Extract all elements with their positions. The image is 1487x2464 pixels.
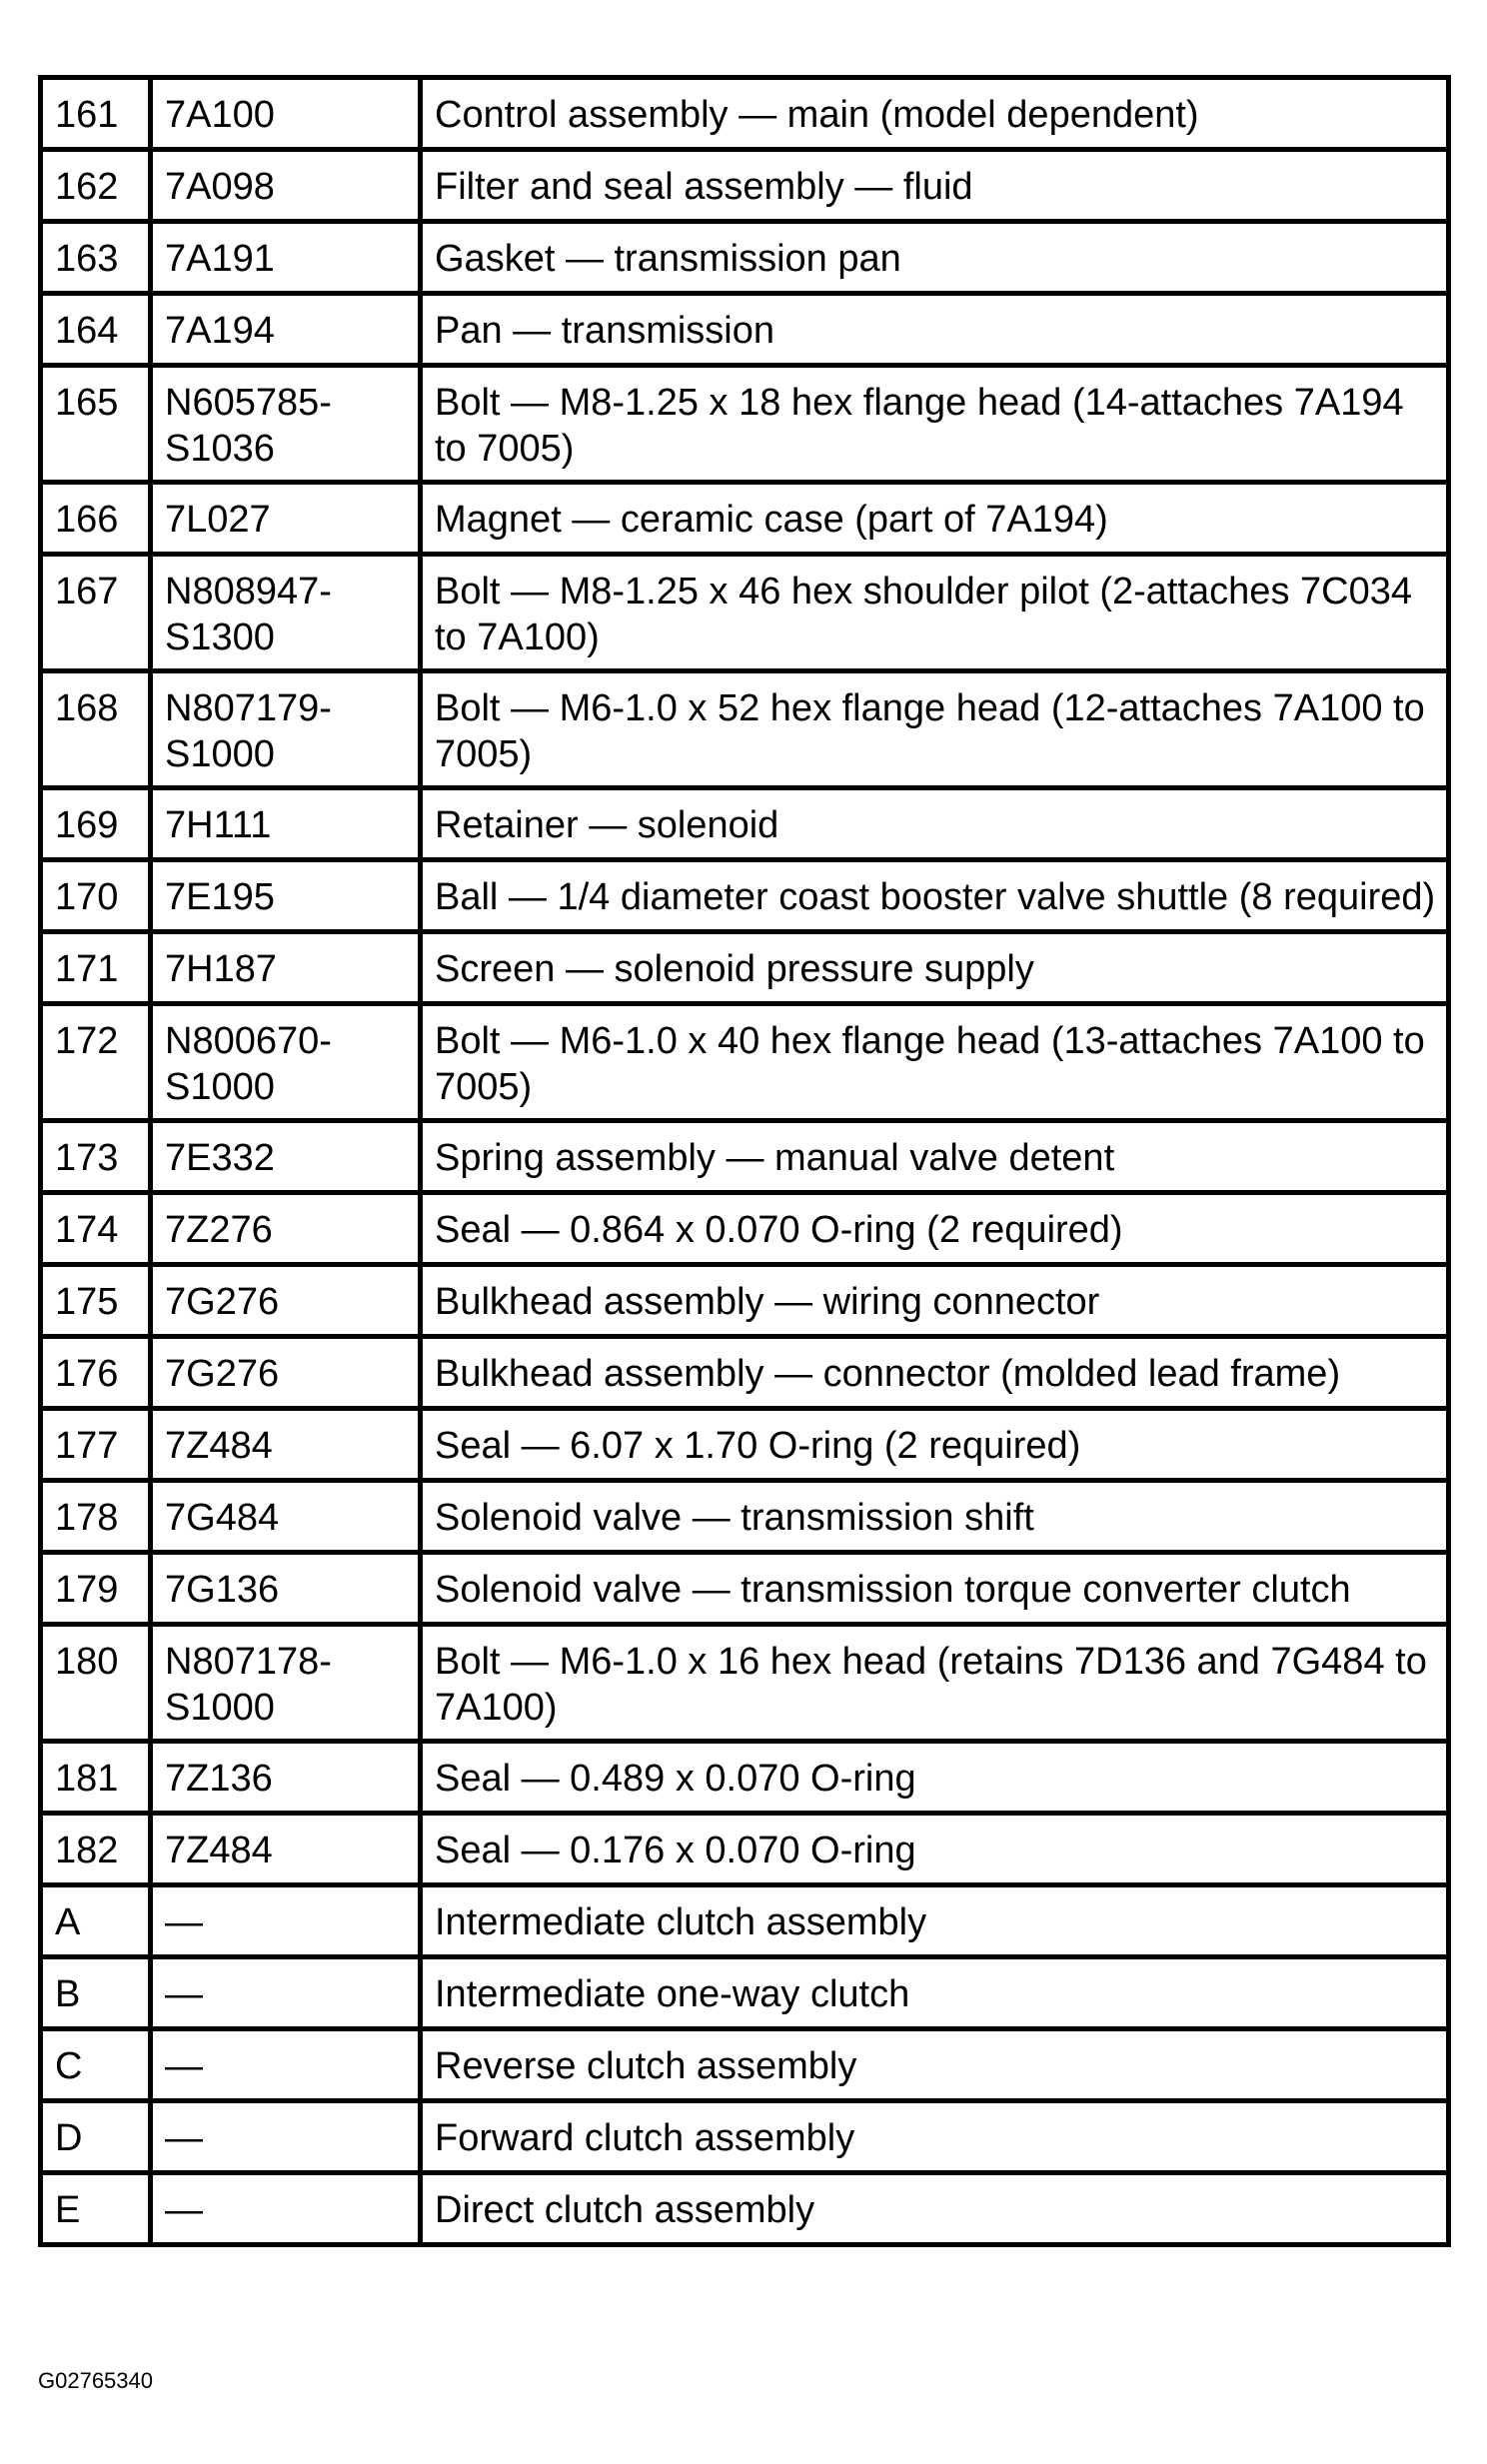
table-row xyxy=(41,555,1449,671)
part-number-line: 7A194 xyxy=(165,310,275,352)
table-row xyxy=(41,1481,1449,1553)
table-row xyxy=(41,1409,1449,1481)
description-cell: Seal — 6.07 x 1.70 O-ring (2 required) xyxy=(421,1409,1449,1481)
part-number-cell xyxy=(151,150,421,222)
part-number-cell xyxy=(151,1553,421,1625)
part-number-cell xyxy=(151,2101,421,2173)
parts-table xyxy=(38,75,1451,2247)
description-cell: Screen — solenoid pressure supply xyxy=(421,932,1449,1004)
table-row xyxy=(41,788,1449,860)
item-number-cell: 172 xyxy=(41,1004,151,1121)
item-number-cell: 174 xyxy=(41,1193,151,1265)
description-cell: Intermediate clutch assembly xyxy=(421,1885,1449,1957)
part-number-cell xyxy=(151,932,421,1004)
part-number-cell xyxy=(151,2173,421,2245)
part-number-line: N808947- xyxy=(165,571,332,613)
table-row xyxy=(41,1265,1449,1337)
table-row xyxy=(41,1885,1449,1957)
item-number-cell: E xyxy=(41,2173,151,2245)
table-row xyxy=(41,1742,1449,1814)
item-number-cell: C xyxy=(41,2029,151,2101)
part-number-line: S1000 xyxy=(165,1066,275,1108)
item-number-cell: 177 xyxy=(41,1409,151,1481)
part-number-cell xyxy=(151,1121,421,1193)
table-row xyxy=(41,1004,1449,1121)
part-number-line: N800670- xyxy=(165,1020,332,1062)
part-number-line: 7E332 xyxy=(165,1137,275,1179)
description-cell: Solenoid valve — transmission shift xyxy=(421,1481,1449,1553)
description-cell: Pan — transmission xyxy=(421,294,1449,366)
description-cell: Forward clutch assembly xyxy=(421,2101,1449,2173)
table-row xyxy=(41,150,1449,222)
table-row xyxy=(41,2101,1449,2173)
part-number-cell xyxy=(151,1193,421,1265)
description-cell: Magnet — ceramic case (part of 7A194) xyxy=(421,483,1449,555)
part-number-line: — xyxy=(165,1901,203,1943)
item-number-cell: 175 xyxy=(41,1265,151,1337)
description-cell: Direct clutch assembly xyxy=(421,2173,1449,2245)
part-number-cell xyxy=(151,1814,421,1885)
part-number-line: 7H187 xyxy=(165,948,277,990)
part-number-cell xyxy=(151,671,421,788)
part-number-cell xyxy=(151,78,421,150)
table-row xyxy=(41,1553,1449,1625)
part-number-cell xyxy=(151,222,421,294)
part-number-cell xyxy=(151,1742,421,1814)
part-number-cell xyxy=(151,2029,421,2101)
part-number-line: 7G276 xyxy=(165,1353,280,1395)
part-number-cell xyxy=(151,860,421,932)
part-number-line: N605785- xyxy=(165,382,332,424)
part-number-line: 7G276 xyxy=(165,1281,280,1323)
item-number-cell: 169 xyxy=(41,788,151,860)
part-number-line: N807179- xyxy=(165,687,332,729)
description-cell: Gasket — transmission pan xyxy=(421,222,1449,294)
table-row xyxy=(41,222,1449,294)
description-cell: Filter and seal assembly — fluid xyxy=(421,150,1449,222)
part-number-line: 7L027 xyxy=(165,499,271,541)
description-cell: Spring assembly — manual valve detent xyxy=(421,1121,1449,1193)
item-number-cell: 178 xyxy=(41,1481,151,1553)
part-number-cell xyxy=(151,1885,421,1957)
part-number-line: 7Z276 xyxy=(165,1209,273,1251)
table-row xyxy=(41,483,1449,555)
part-number-cell xyxy=(151,1957,421,2029)
table-row xyxy=(41,671,1449,788)
description-cell: Bolt — M8-1.25 x 46 hex shoulder pilot (2-attaches 7C034 to 7A100) xyxy=(421,555,1449,671)
item-number-cell: 166 xyxy=(41,483,151,555)
description-cell: Bolt — M6-1.0 x 52 hex flange head (12-attaches 7A100 to 7005) xyxy=(421,671,1449,788)
description-cell: Solenoid valve — transmission torque converter clutch xyxy=(421,1553,1449,1625)
description-cell: Seal — 0.864 x 0.070 O-ring (2 required) xyxy=(421,1193,1449,1265)
description-cell: Bolt — M8-1.25 x 18 hex flange head (14-attaches 7A194 to 7005) xyxy=(421,366,1449,483)
part-number-cell xyxy=(151,555,421,671)
item-number-cell: 162 xyxy=(41,150,151,222)
part-number-line: 7G136 xyxy=(165,1569,280,1611)
part-number-line: S1000 xyxy=(165,1687,275,1729)
table-row xyxy=(41,860,1449,932)
part-number-line: 7E195 xyxy=(165,876,275,918)
description-cell: Seal — 0.489 x 0.070 O-ring xyxy=(421,1742,1449,1814)
part-number-line: — xyxy=(165,2045,203,2087)
part-number-cell xyxy=(151,483,421,555)
item-number-cell: D xyxy=(41,2101,151,2173)
table-row xyxy=(41,294,1449,366)
part-number-cell xyxy=(151,1337,421,1409)
item-number-cell: 182 xyxy=(41,1814,151,1885)
part-number-line: S1000 xyxy=(165,733,275,775)
part-number-line: — xyxy=(165,2189,203,2231)
table-row xyxy=(41,1957,1449,2029)
part-number-line: S1036 xyxy=(165,428,275,470)
item-number-cell: B xyxy=(41,1957,151,2029)
part-number-line: 7G484 xyxy=(165,1497,280,1539)
part-number-line: — xyxy=(165,2117,203,2159)
description-cell: Ball — 1/4 diameter coast booster valve shuttle (8 required) xyxy=(421,860,1449,932)
description-cell: Control assembly — main (model dependent) xyxy=(421,78,1449,150)
table-row xyxy=(41,1625,1449,1742)
table-row xyxy=(41,932,1449,1004)
description-cell: Seal — 0.176 x 0.070 O-ring xyxy=(421,1814,1449,1885)
table-row xyxy=(41,78,1449,150)
part-number-line: N807178- xyxy=(165,1641,332,1683)
part-number-line: 7A100 xyxy=(165,94,275,136)
item-number-cell: 167 xyxy=(41,555,151,671)
part-number-cell xyxy=(151,1625,421,1742)
part-number-cell xyxy=(151,788,421,860)
part-number-cell xyxy=(151,294,421,366)
item-number-cell: 173 xyxy=(41,1121,151,1193)
item-number-cell: 179 xyxy=(41,1553,151,1625)
table-row xyxy=(41,1814,1449,1885)
figure-id: G02765340 xyxy=(38,2368,153,2393)
part-number-line: 7H111 xyxy=(165,804,272,846)
description-cell: Bolt — M6-1.0 x 40 hex flange head (13-attaches 7A100 to 7005) xyxy=(421,1004,1449,1121)
item-number-cell: 171 xyxy=(41,932,151,1004)
part-number-line: 7A098 xyxy=(165,166,275,208)
table-row xyxy=(41,2173,1449,2245)
part-number-cell xyxy=(151,366,421,483)
part-number-cell xyxy=(151,1409,421,1481)
description-cell: Reverse clutch assembly xyxy=(421,2029,1449,2101)
table-row xyxy=(41,2029,1449,2101)
item-number-cell: 181 xyxy=(41,1742,151,1814)
table-row xyxy=(41,366,1449,483)
table-row xyxy=(41,1121,1449,1193)
description-cell: Bulkhead assembly — wiring connector xyxy=(421,1265,1449,1337)
item-number-cell: 161 xyxy=(41,78,151,150)
part-number-cell xyxy=(151,1481,421,1553)
item-number-cell: 164 xyxy=(41,294,151,366)
item-number-cell: 168 xyxy=(41,671,151,788)
part-number-line: 7Z136 xyxy=(165,1758,273,1800)
part-number-line: 7Z484 xyxy=(165,1425,273,1467)
description-cell: Intermediate one-way clutch xyxy=(421,1957,1449,2029)
description-cell: Retainer — solenoid xyxy=(421,788,1449,860)
item-number-cell: A xyxy=(41,1885,151,1957)
table-row xyxy=(41,1337,1449,1409)
table-row xyxy=(41,1193,1449,1265)
part-number-line: S1300 xyxy=(165,616,275,658)
part-number-cell xyxy=(151,1004,421,1121)
part-number-line: 7Z484 xyxy=(165,1830,273,1871)
item-number-cell: 163 xyxy=(41,222,151,294)
description-cell: Bolt — M6-1.0 x 16 hex head (retains 7D136 and 7G484 to 7A100) xyxy=(421,1625,1449,1742)
part-number-cell xyxy=(151,1265,421,1337)
item-number-cell: 165 xyxy=(41,366,151,483)
item-number-cell: 170 xyxy=(41,860,151,932)
part-number-line: — xyxy=(165,1973,203,2015)
description-cell: Bulkhead assembly — connector (molded lead frame) xyxy=(421,1337,1449,1409)
item-number-cell: 176 xyxy=(41,1337,151,1409)
parts-table-body xyxy=(41,78,1449,2245)
item-number-cell: 180 xyxy=(41,1625,151,1742)
part-number-line: 7A191 xyxy=(165,238,275,280)
